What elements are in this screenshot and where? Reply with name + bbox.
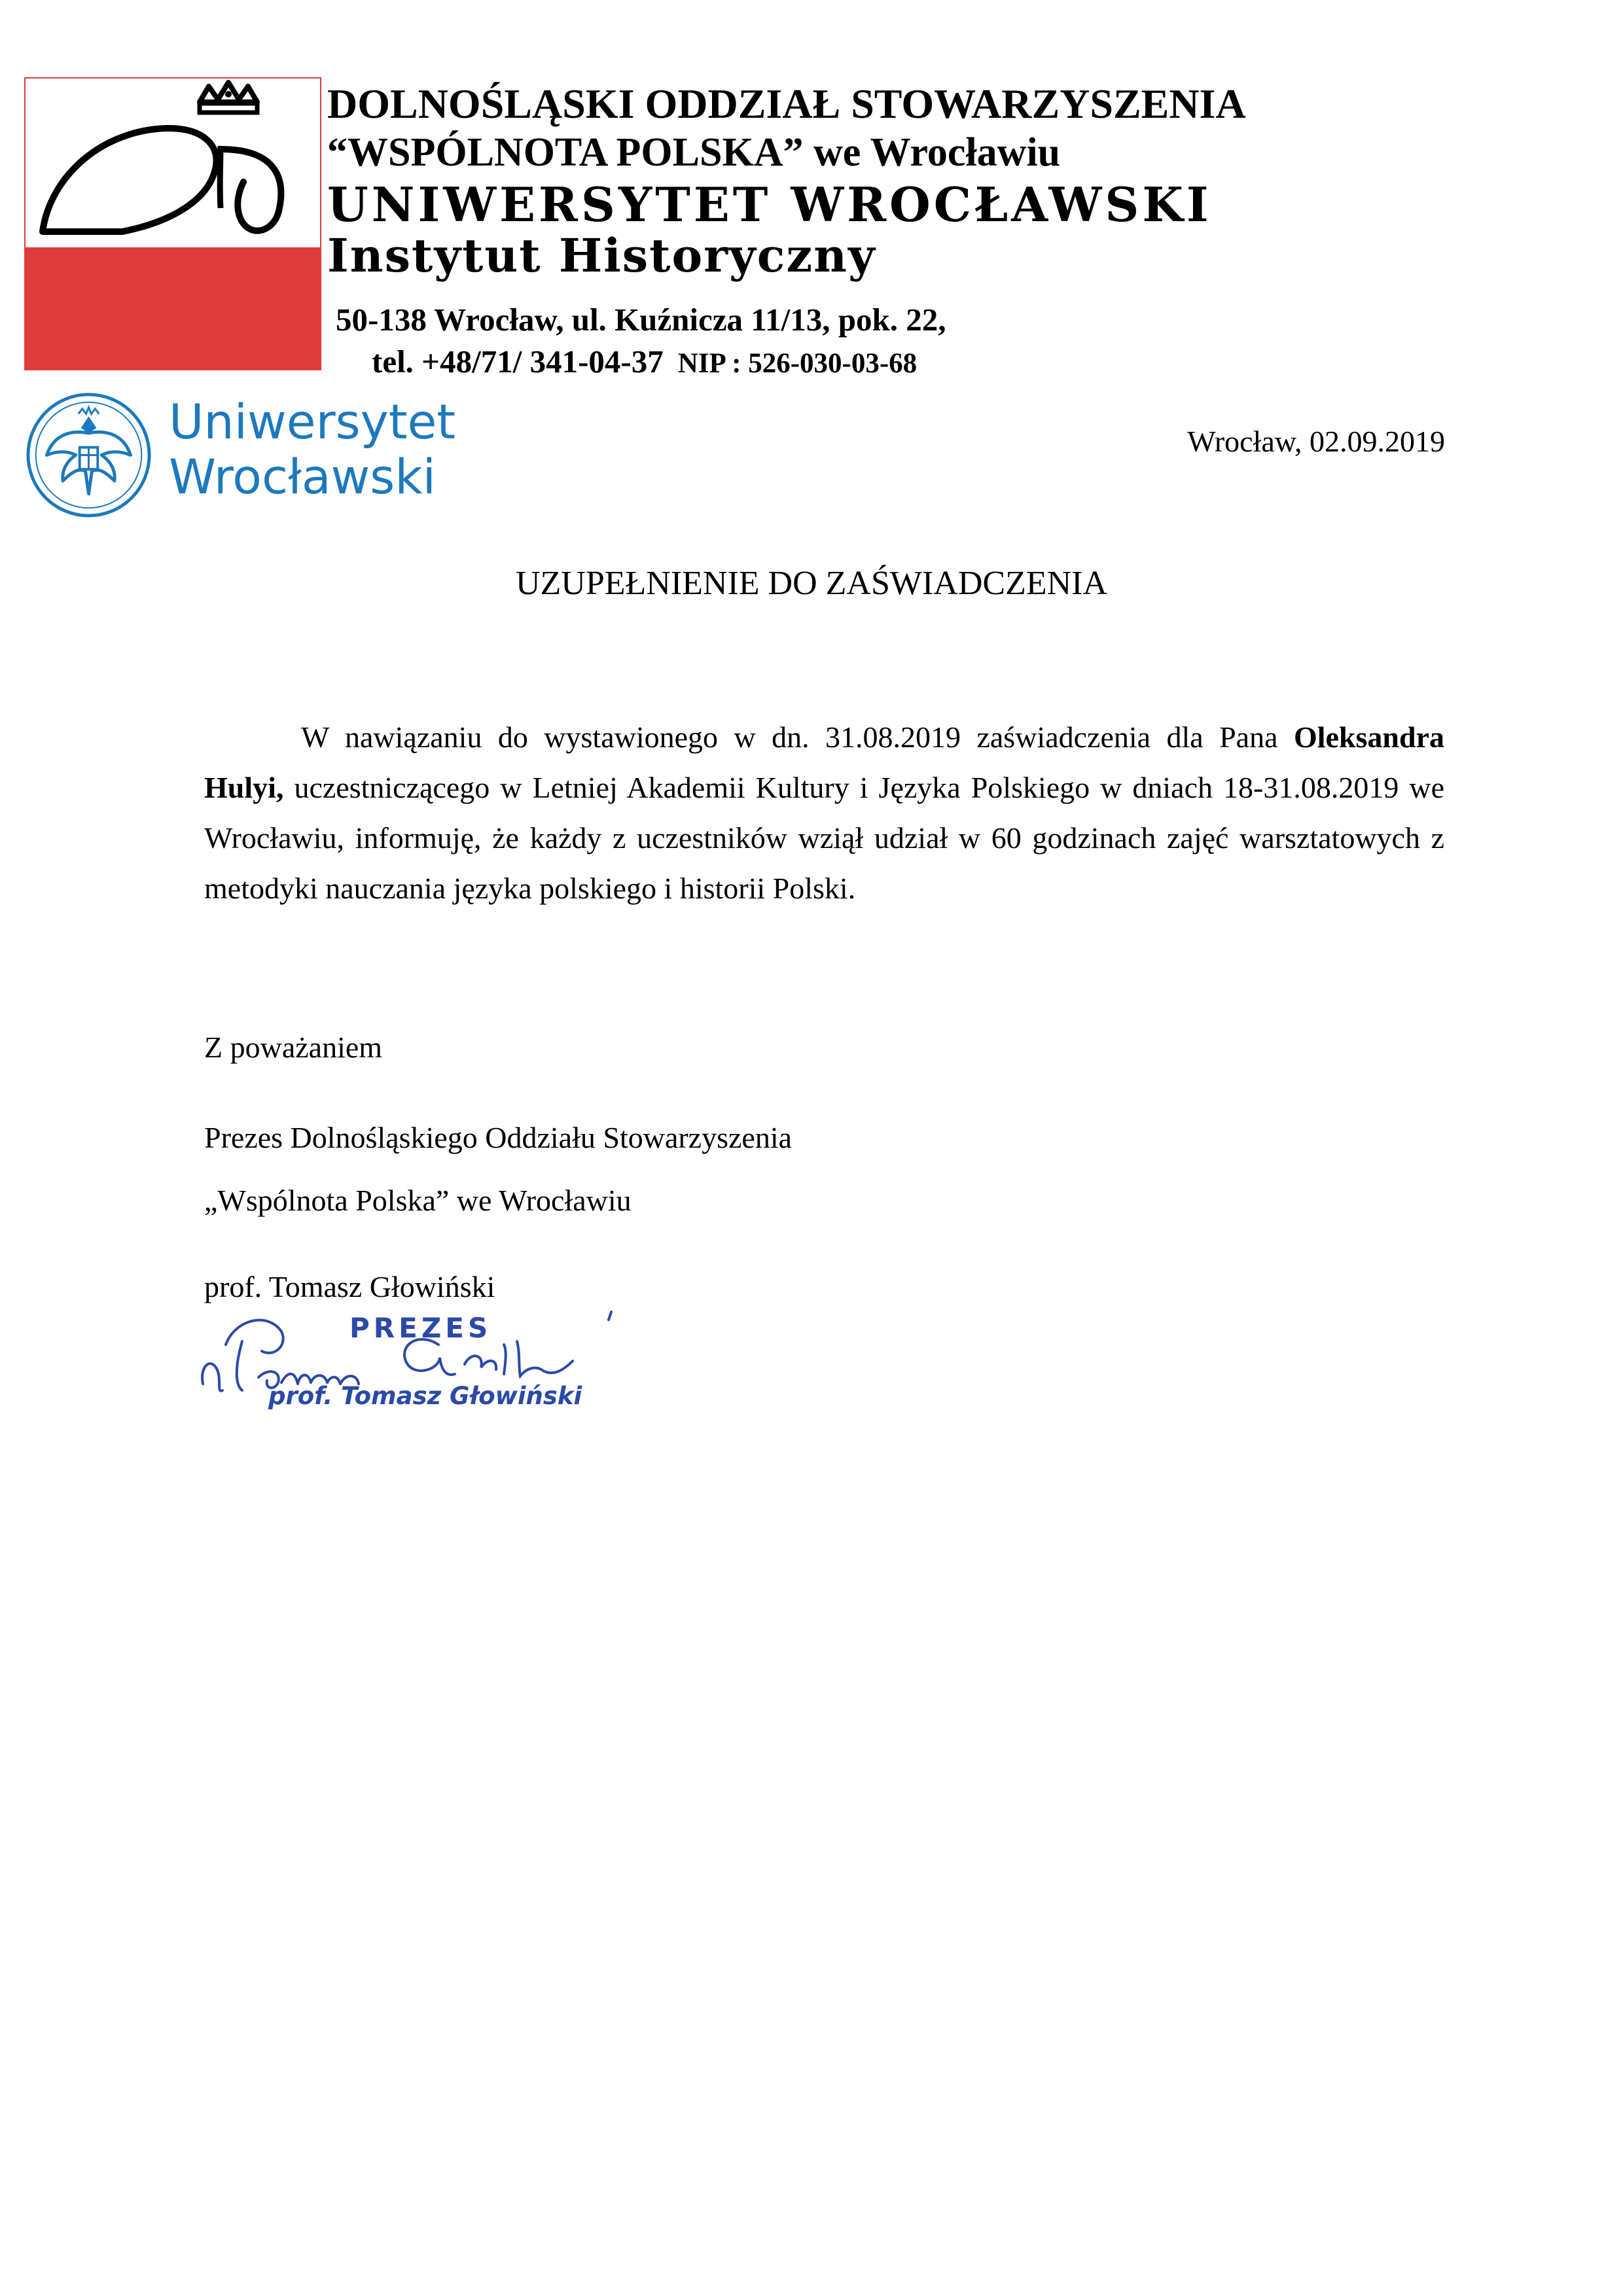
signer-role-line1: Prezes Dolnośląskiego Oddziału Stowarzyszenia [204, 1121, 793, 1154]
nip-number: NIP : 526-030-03-68 [677, 348, 918, 379]
phone-number: tel. +48/71/ 341-04-37 [372, 344, 664, 380]
stamp-name: prof. Tomasz Głowiński [268, 1382, 582, 1410]
contact-line [372, 343, 917, 380]
document-title: UZUPEŁNIENIE DO ZAŚWIADCZENIA [515, 565, 1108, 602]
org-name-line2: “WSPÓLNOTA POLSKA” we Wrocławiu [327, 130, 1061, 175]
uwr-emblem-icon [24, 391, 153, 520]
stamp-title: PREZES [349, 1312, 492, 1344]
address-line: 50-138 Wrocław, ul. Kuźnicza 11/13, pok. 22, [336, 302, 946, 338]
uwr-wordmark-line1: Uniwersytet [169, 395, 455, 450]
document-date: Wrocław, 02.09.2019 [1187, 425, 1445, 458]
university-name: UNIWERSYTET WROCŁAWSKI [327, 177, 1212, 232]
org-name-line1: DOLNOŚLĄSKI ODDZIAŁ STOWARZYSZENIA [327, 80, 1246, 127]
body-paragraph [204, 712, 1444, 913]
signer-role-line2: „Wspólnota Polska” we Wrocławiu [204, 1184, 632, 1217]
body-text-part1: W nawiązaniu do wystawionego w dn. 31.08.2019 zaświadczenia dla Pana [301, 720, 1294, 754]
institute-name: Instytut Historyczny [327, 228, 876, 283]
wspolnota-polska-logo [24, 77, 321, 370]
signer-name: prof. Tomasz Głowiński [204, 1270, 495, 1303]
closing-salutation: Z poważaniem [204, 1031, 383, 1064]
uwr-wordmark [169, 395, 455, 505]
body-text-part2: uczestniczącego w Letniej Akademii Kultury i Języka Polskiego w dniach 18-31.08.2019 we Wrocławiu, informuję, że każdy z uczestników wziął udział w 60 godzinach zajęć warsztatowych z metodyki nauczania języka polskiego i historii Polski. [204, 771, 1444, 905]
uwr-wordmark-line2: Wrocławski [169, 450, 436, 505]
participant-name: Oleksandra Hulyi, [204, 720, 1444, 804]
